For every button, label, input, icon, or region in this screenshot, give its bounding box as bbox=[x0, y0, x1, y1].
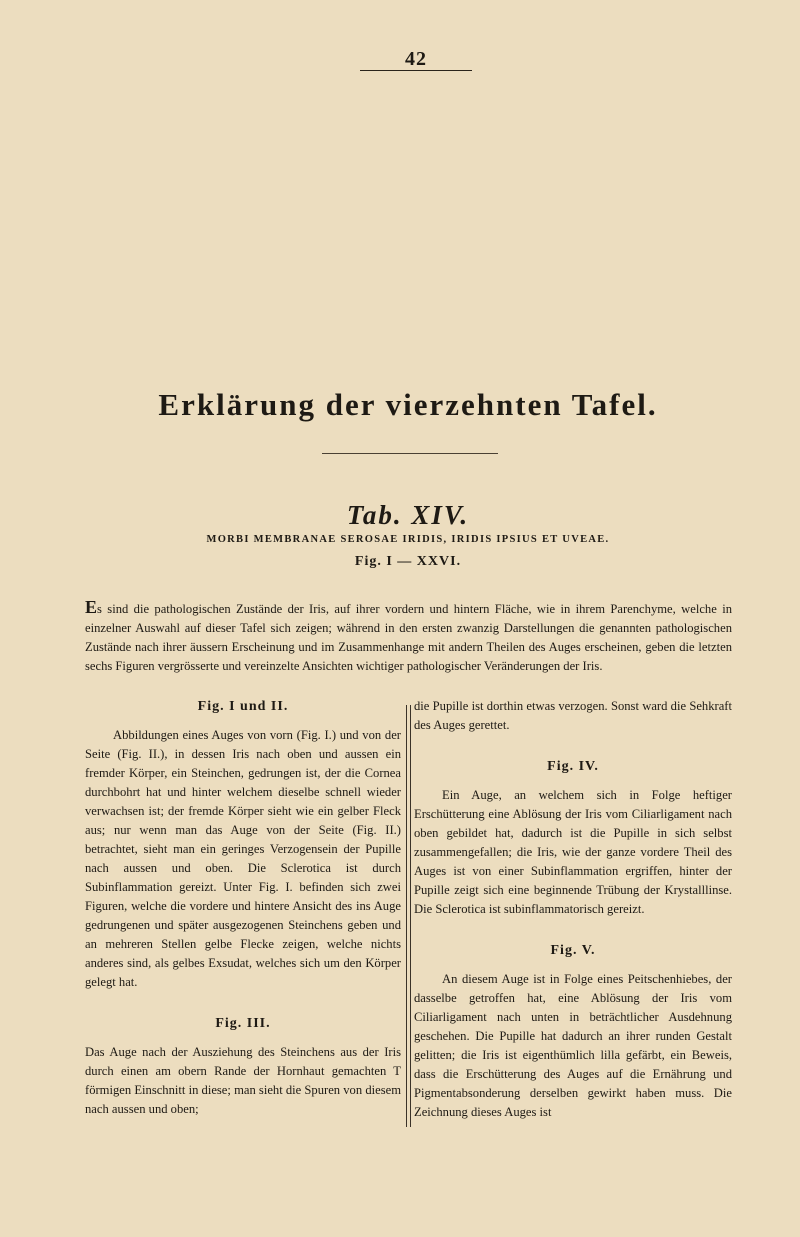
intro-paragraph bbox=[85, 598, 732, 676]
right-column bbox=[414, 697, 732, 1122]
intro-dropcap: E bbox=[85, 596, 98, 617]
page-header bbox=[360, 48, 472, 71]
page-number-rule bbox=[360, 70, 472, 71]
fig-4-text: Ein Auge, an welchem sich in Folge heftiger Erschütterung eine Ablösung der Iris vom Ciliarligament nach oben gebildet hat, dadurch ist die Pupille in sich selbst zusammengefallen; die Iris, wie der ganze vordere Theil des Auges ist von einer Subinflammation ergriffen, hinter der Pupille zeigt sich eine beginnende Trübung der Krystalllinse. Die Sclerotica ist subinflammatorisch gereizt. bbox=[414, 788, 732, 916]
page-title: Erklärung der vierzehnten Tafel. bbox=[158, 387, 658, 422]
fig-1-2-heading: Fig. I und II. bbox=[197, 699, 289, 714]
figure-range: Fig. I — XXVI. bbox=[354, 554, 462, 569]
title-divider bbox=[322, 453, 498, 454]
fig-1-2-text: Abbildungen eines Auges von vorn (Fig. I.) und von der Seite (Fig. II.), in dessen Iris nach oben und aussen ein fremder Körper, ein Steinchen, gedrungen ist, der die Cornea durchbohrt hat und hinter welchem dieselbe schnell wieder verwachsen ist; der fremde Körper sieht wie ein gelber Fleck aus; nur wenn man das Auge von der Seite (Fig. II.) betrachtet, sieht man ein geringes Verzogensein der Pupille nach aussen und oben. Die Sclerotica ist durch Subinflammation gereizt. Unter Fig. I. befinden sich zwei Figuren, welche die vordere und hintere Ansicht des ins Auge gedrungenen und später ausgezogenen Steinchens geben und an mehreren Stellen gelbe Flecke zeigen, welche nichts anderes sind, als gelbes Exsudat, welches sich um den Körper gelegt hat. bbox=[85, 728, 401, 989]
fig-3-continuation-text: die Pupille ist dorthin etwas verzogen. Sonst ward die Sehkraft des Auges gerettet. bbox=[414, 699, 732, 732]
fig-3-text: Das Auge nach der Ausziehung des Steinchens aus der Iris durch einen am obern Rande der Hornhaut gemachten T förmigen Einschnitt in diese; man sieht die Spuren von diesem nach aussen und oben; bbox=[85, 1045, 401, 1116]
fig-5-text: An diesem Auge ist in Folge eines Peitschenhiebes, der dasselbe getroffen hat, eine Ablösung der Iris vom Ciliarligament nach unten in beträchtlicher Ausdehnung geschehen. Die Pupille hat dadurch an ihrer runden Gestalt gelitten; die Iris ist eigenthümlich lilla gefärbt, ein Beweis, dass die Erschütterung des Auges auf die Ernährung und Pigmentabsonderung derselben gewirkt haben muss. Die Zeichnung dieses Auges ist bbox=[414, 972, 732, 1119]
page-number: 42 bbox=[405, 48, 427, 70]
column-divider bbox=[406, 705, 411, 1127]
fig-5-heading: Fig. V. bbox=[550, 943, 596, 958]
fig-4-heading: Fig. IV. bbox=[547, 759, 599, 774]
left-column bbox=[85, 697, 401, 1119]
plate-heading: Tab. XIV. bbox=[346, 500, 470, 530]
plate-subject: MORBI MEMBRANAE SEROSAE IRIDIS, IRIDIS IPSIUS ET UVEAE. bbox=[206, 534, 610, 545]
intro-text: s sind die pathologischen Zustände der Iris, auf ihrer vordern und hintern Fläche, wie in ihrem Parenchyme, welche in einzelner Auswahl auf dieser Tafel sich zeigen; während in den ersten zwanzig Darstellungen die genannten pathologischen Zustände nach ihrer äussern Erscheinung und im Zusammenhange mit andern Theilen des Auges erscheinen, geben die letzten sechs Figuren vergrösserte und vereinzelte Ansichten wichtiger pathologischer Veränderungen der Iris. bbox=[85, 601, 732, 673]
fig-3-heading: Fig. III. bbox=[215, 1016, 271, 1031]
